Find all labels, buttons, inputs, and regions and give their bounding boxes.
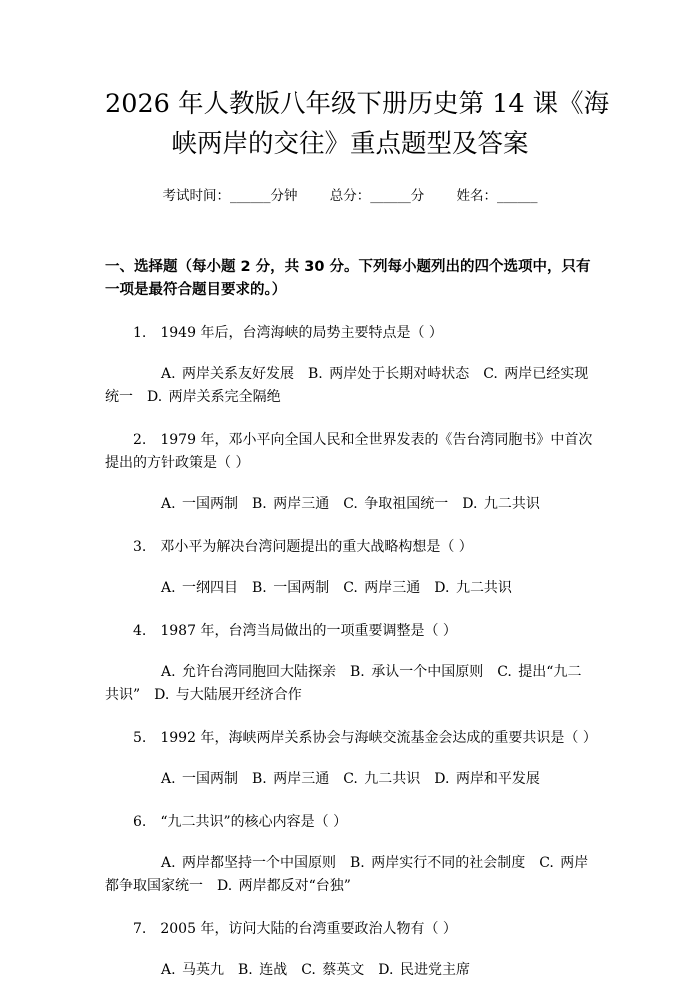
question-4 (105, 620, 595, 707)
question-text: 1987 年，台湾当局做出的一项重要调整是（ ） (160, 623, 457, 639)
question-number: 4. (133, 623, 147, 639)
question-number: 5. (133, 730, 147, 746)
question-number: 7. (133, 921, 147, 937)
question-options: A. 马英九 B. 连战 C. 蔡英文 D. 民进党主席 (161, 962, 470, 978)
document-title (105, 0, 610, 164)
question-options: A. 两岸关系友好发展 B. 两岸处于长期对峙状态 C. 两岸已经实现统一 D. 两岸关系完全隔绝 (105, 366, 589, 405)
question-stem (105, 811, 595, 834)
question-stem (105, 536, 595, 559)
question-5 (105, 727, 595, 791)
exam-info (105, 186, 595, 206)
question-number: 3. (133, 539, 147, 555)
question-7 (105, 918, 595, 982)
question-3 (105, 536, 595, 600)
question-number: 6. (133, 814, 147, 830)
question-text: 1992 年，海峡两岸关系协会与海峡交流基金会达成的重要共识是（ ） (160, 730, 597, 746)
question-2 (105, 429, 595, 516)
question-options: A. 一纲四目 B. 一国两制 C. 两岸三通 D. 九二共识 (161, 580, 512, 596)
question-stem (105, 620, 595, 643)
question-1 (105, 322, 595, 409)
total-score-field: 总分：______分 (329, 188, 425, 204)
question-text: 邓小平为解决台湾问题提出的重大战略构想是（ ） (160, 539, 473, 555)
question-options: A. 两岸都坚持一个中国原则 B. 两岸实行不同的社会制度 C. 两岸都争取国家统一 D. 两岸都反对“台独” (105, 855, 589, 894)
question-text: 2005 年，访问大陆的台湾重要政治人物有（ ） (160, 921, 457, 937)
question-text: 1979 年，邓小平向全国人民和全世界发表的《告台湾同胞书》中首次提出的方针政策是（ ） (105, 432, 593, 471)
question-number: 1. (133, 325, 147, 341)
question-text: 1949 年后，台湾海峡的局势主要特点是（ ） (160, 325, 443, 341)
section-header: 一、选择题（每小题 2 分，共 30 分。下列每小题列出的四个选项中，只有一项是最符合题目要求的。） (105, 259, 591, 298)
exam-time-field: 考试时间：______分钟 (162, 188, 298, 204)
question-stem (105, 727, 595, 750)
question-stem (105, 322, 595, 345)
question-options: A. 允许台湾同胞回大陆探亲 B. 承认一个中国原则 C. 提出“九二共识” D. 与大陆展开经济合作 (105, 664, 582, 703)
question-stem (105, 918, 595, 941)
question-number: 2. (133, 432, 147, 448)
student-name-field: 姓名：______ (456, 188, 538, 204)
title-line-2: 峡两岸的交往》重点题型及答案 (171, 129, 529, 159)
question-stem (105, 429, 595, 475)
question-text: “九二共识”的核心内容是（ ） (160, 814, 348, 830)
title-line-1: 2026 年人教版八年级下册历史第 14 课《海 (105, 89, 610, 119)
question-options: A. 一国两制 B. 两岸三通 C. 九二共识 D. 两岸和平发展 (161, 771, 540, 787)
question-6 (105, 811, 595, 898)
question-options: A. 一国两制 B. 两岸三通 C. 争取祖国统一 D. 九二共识 (161, 496, 540, 512)
